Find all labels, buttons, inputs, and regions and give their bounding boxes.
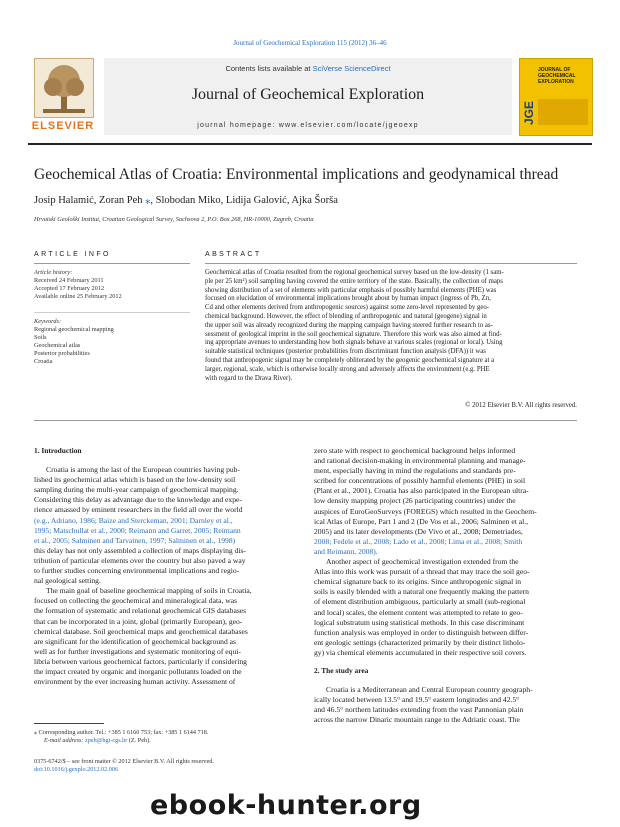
citation-line[interactable]: 2008; Fedele et al., 2008; Lado et al., 2008; Lima et al., 2008; Smith [314,536,523,546]
sciencedirect-link[interactable]: SciVerse ScienceDirect [312,64,391,73]
text-line: function analysis was employed in order to distinguish between differ- [314,627,529,637]
keyword-item: Soils [34,334,47,342]
article-info-rule [34,263,190,264]
text-line: Atlas into this work was pursuit of a thread that may trace the soil geo- [314,567,530,577]
text-line: Another aspect of geochemical investigation extended from the [326,557,519,567]
cover-abbrev: JGE [522,100,536,125]
page-footer [34,758,334,774]
article-info-heading: ARTICLE INFO [34,251,111,258]
abstract-line: ple per 25 km²) soil sampling having covered the entire territory of the state. Basically, the collection of maps [205,277,503,285]
authors-first: Josip Halamić, Zoran Peh [34,195,146,206]
keyword-item: Geochemical atlas [34,342,81,350]
email-label: E-mail address: [44,737,86,744]
history-online: Available online 25 February 2012 [34,293,122,301]
intro-paragraph-2 [34,586,300,687]
email-suffix: (Z. Peh). [127,737,151,744]
right-paragraph-3 [314,685,578,725]
abstract-line: focused on elucidation of environmental implications brought about by human impact (ingress of Pb, Zn, [205,295,491,303]
text-line: focused on collecting the geochemical and mineralogical data, was [34,596,238,606]
footnote-rule [34,723,104,724]
text-line: ment, especially having in mind the regulations and standards pre- [314,466,516,476]
text-line: rience amassed by eminent researchers in the field all over the world [34,505,243,515]
introduction-section [34,446,300,687]
right-paragraph-2 [314,557,578,658]
text-line: that can be incorporated in a joint, global (primarily European), geo- [34,616,243,626]
article-title: Geochemical Atlas of Croatia: Environmental implications and geodynamical thread [34,166,559,183]
text-line: to further studies concerning environmental implications and regio- [34,566,240,576]
text-line: ical Atlas of Europe, Part 1 and 2 (De Vos et al., 2006; Salminen et al., [314,516,528,526]
abstract-line: showing distribution of a set of elements with particular emphasis of possibly harmful elements (PHE) was [205,286,497,294]
text-line: nal geological setting. [34,576,101,586]
header-divider [28,143,592,145]
abstract-line: the upper soil was already recognized during the mapping campaign having steered further research to as- [205,321,493,329]
text-line: well as for further investigations and systematic monitoring of equi- [34,646,241,656]
text-line: of element distribution ambiguous, particularly at small (sub-regional [314,597,526,607]
citation-line[interactable]: and Reimann, 2008). [314,546,378,556]
author-list [34,194,338,206]
text-line: chemical database. Soil geochemical maps and geochemical databases [34,626,248,636]
text-line: gy) via chemical elements accumulated in their respective soil covers. [314,647,527,657]
abstract-line: suitable statistical techniques (posterior probabilities from discriminant function analysis (DFA)) it was [205,348,486,356]
email-line [34,737,300,745]
text-line: The main goal of baseline geochemical mapping of soils in Croatia, [46,586,252,596]
text-line: across the narrow Dinaric mountain range to the Adriatic coast. The [314,715,520,725]
citation-line[interactable]: (e.g., Adriano, 1986; Baize and Sterckeman, 2001; Darnley et al., [34,515,233,525]
elsevier-logo [28,58,98,134]
text-line: scribed for concentrations of possibly harmful elements (PHE) in soil [314,476,526,486]
doi-link[interactable]: doi:10.1016/j.gexplo.2012.02.006 [34,766,119,773]
citation-line[interactable]: et al., 2005; Salminen and Tarvainen, 1997; Salminen et al., 1998) [34,535,236,545]
text-line: the formation of systematic and relational geochemical GIS databases [34,606,247,616]
abstract-heading: ABSTRACT [205,251,262,258]
keyword-item: Posterior probabilities [34,350,90,358]
history-received: Received 24 February 2011 [34,277,104,285]
keyword-item: Croatia [34,358,53,366]
corresponding-author-marker[interactable]: ⁎ [145,195,151,206]
text-line: sampling during the multi-year campaign of geochemical mapping. [34,485,239,495]
journal-homepage-link[interactable]: journal homepage: www.elsevier.com/locate/jgeoexp [197,122,419,129]
text-line: are significant for the identification of geochemical background as [34,636,236,646]
contents-prefix: Contents lists available at [225,64,313,73]
cover-graphic [538,99,588,125]
article-history [34,269,190,301]
introduction-heading: 1. Introduction [34,446,82,455]
abstract-line: Cd and other elements derived from anthropogenic sources) against some zero-level represented by geo- [205,304,490,312]
contents-line [104,64,512,73]
abstract-copyright: © 2012 Elsevier B.V. All rights reserved. [465,402,577,409]
intro-paragraph-1 [34,465,300,586]
abstract-line: chemical background. However, the effect of blending of anthropogenic and natural (geogene) signal in [205,312,487,320]
abstract-line: larger, regional, scale, which is otherwise locally strong and adversely affects the environment (e.g. PHE [205,365,490,373]
text-line: Croatia is among the last of the European countries having pub- [46,465,241,475]
keywords-divider [34,312,190,313]
abstract-line: found that anthropogenic signal may be completely obliterated by the geogenic geochemical signature at a [205,356,495,364]
abstract-bottom-rule [34,420,577,421]
text-line: ent geologic settings (characterized primarily by their distinct litholo- [314,637,526,647]
right-column [314,446,578,725]
corresponding-author-note: ⁎ Corresponding author. Tel.: +385 1 6160 753; fax: +385 1 6144 718. [34,729,209,736]
text-line: 2005) and its later developments (De Vivo et al., 2008; Demetriades, [314,526,523,536]
abstract-line: ing appropriate avenues to understanding how both signals behave at various scales (regional or local). Using [205,339,503,347]
abstract-rule [205,263,577,264]
text-line: soils is easily blended with a natural one frequently making the pattern [314,587,529,597]
abstract-line: sessment of geological imprint in the soil geochemical signature. Therefore this work was also aimed at find- [205,330,502,338]
affiliation: Hrvatski Geološki Institut, Croatian Geological Survey, Sachsova 2, P.O. Box 268, HR-10000, Zagreb, Croatia [34,216,314,223]
keywords-block [34,318,190,367]
journal-citation-link[interactable]: Journal of Geochemical Exploration 115 (2012) 36–46 [233,39,387,47]
text-line: (Plant et al., 2001). Croatia has also participated in the European ultra- [314,486,529,496]
citation-line[interactable]: 1995; Matschullat et al., 2000; Reimann and Garret, 2005; Reimann [34,525,241,535]
text-line: zero state with respect to geochemical background helps informed [314,446,516,455]
email-link[interactable]: zpeh@hgi-cgs.hr [85,737,128,744]
footnote [34,729,300,745]
history-label: Article history: [34,269,73,276]
keywords-label: Keywords: [34,318,62,325]
journal-title: Journal of Geochemical Exploration [191,86,425,103]
text-line: and 46.5° northern latitudes extending from the vast Pannonian plain [314,705,524,715]
history-accepted: Accepted 17 February 2012 [34,285,105,293]
text-line: auspices of EuroGeoSurveys (FOREGS) which resulted in the Geochem- [314,506,537,516]
text-line: lished its geochemical atlas which is based on the low-density soil [34,475,236,485]
journal-cover-thumbnail [519,58,593,136]
text-line: libria between various geochemical factors, particularly if considering [34,656,247,666]
watermark: ebook-hunter.org [150,790,422,821]
text-line: ically located between 13.5° and 19.5° eastern longitudes and 42.5° [314,695,520,705]
text-line: Considering this delay as advantage due to the knowledge and expe- [34,495,242,505]
text-line: environment by the ever increasing human activity. Assessment of [34,677,236,687]
text-line: logical substratum using statistical methods. In this case discriminant [314,617,525,627]
abstract-line: Geochemical atlas of Croatia resulted from the regional geochemical survey based on the low-density (1 sam- [205,269,504,276]
authors-rest: , Slobodan Miko, Lidija Galović, Ajka Šorša [150,195,338,206]
issn-line: 0375-6742/$ – see front matter © 2012 Elsevier B.V. All rights reserved. [34,758,214,765]
text-line: the impact created by organic and inorganic pollutants loaded on the [34,666,242,676]
text-line: chemical signature back to its origins. Since anthropogenic signal in [314,577,522,587]
text-line: low density mapping project (26 participating countries) under the [314,496,516,506]
text-line: and local) scales, the element content was attempted to relate to geo- [314,607,523,617]
right-paragraph-1 [314,446,578,557]
text-line: tribution of particular elements over the country but also paved a way [34,555,246,565]
abstract-body [205,269,577,383]
abstract-line: with regard to the Drava River). [205,374,293,382]
elsevier-wordmark: ELSEVIER [31,120,95,132]
text-line: Croatia is a Mediterranean and Central European country geograph- [326,685,533,695]
text-line: this delay has not only assembled a collection of maps displaying dis- [34,545,246,555]
elsevier-tree-icon [34,58,94,118]
study-area-heading: 2. The study area [314,665,369,675]
text-line: and rational decision-making in environmental planning and manage- [314,456,526,466]
keyword-item: Regional geochemical mapping [34,326,114,334]
cover-title: JOURNAL OF GEOCHEMICAL EXPLORATION [538,67,576,85]
